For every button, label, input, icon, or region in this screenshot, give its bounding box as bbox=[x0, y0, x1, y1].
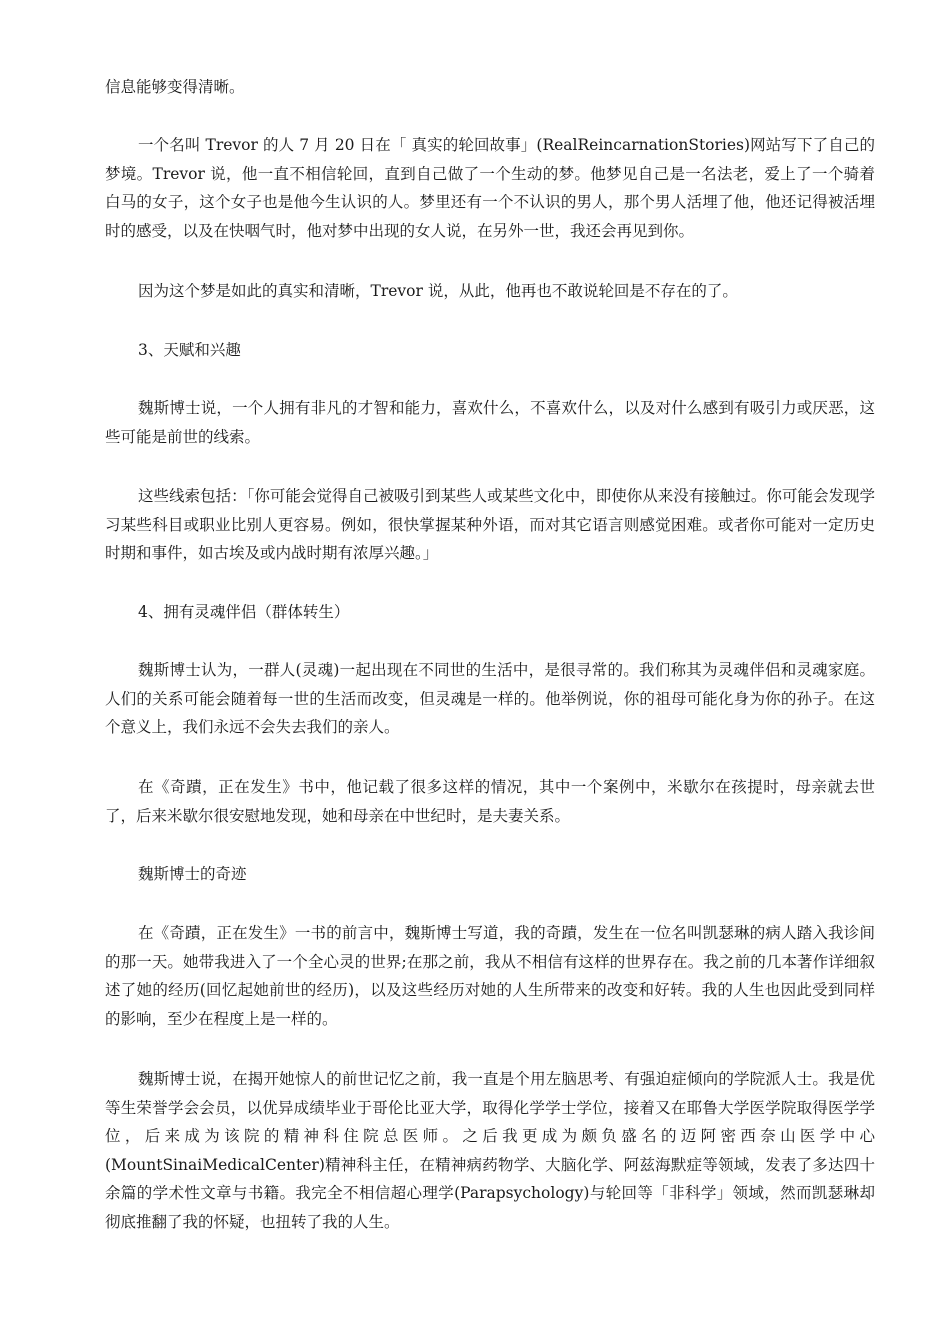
paragraph-trevor-dream: 一个名叫 Trevor 的人 7 月 20 日在「 真实的轮回故事」(RealReincarnationStories)网站写下了自己的梦境。Trevor 说，他一直不相信轮回，直到自己做了一个生动的梦。他梦见自己是一名法老，爱上了一个骑着白马的女子，这个女子也是他今生认识的人。梦里还有一个不认识的男人，那个男人活埋了他，他还记得被活埋时的感受，以及在快咽气时，他对梦中出现的女人说，在另外一世，我还会再见到你。 bbox=[105, 136, 875, 240]
paragraph-clues: 这些线索包括：「你可能会觉得自己被吸引到某些人或某些文化中，即使你从来没有接触过。你可能会发现学习某些科目或职业比别人更容易。例如，很快掌握某种外语，而对其它语言则感觉困难。或者你可能对一定历史时期和事件，如古埃及或内战时期有浓厚兴趣。」 bbox=[105, 487, 875, 562]
paragraph-continuation: 信息能够变得清晰。 bbox=[105, 78, 245, 96]
paragraph-soul-family: 魏斯博士认为，一群人(灵魂)一起出现在不同世的生活中，是很寻常的。我们称其为灵魂伴侣和灵魂家庭。人们的关系可能会随着每一世的生活而改变，但灵魂是一样的。他举例说，你的祖母可能化身为你的孙子。在这个意义上，我们永远不会失去我们的亲人。 bbox=[105, 661, 875, 736]
paragraph-trevor-conclusion: 因为这个梦是如此的真实和清晰，Trevor 说，从此，他再也不敢说轮回是不存在的了。 bbox=[138, 282, 738, 300]
paragraph-talents: 魏斯博士说，一个人拥有非凡的才智和能力，喜欢什么，不喜欢什么，以及对什么感到有吸引力或厌恶，这些可能是前世的线索。 bbox=[105, 399, 875, 446]
section-heading-miracle: 魏斯博士的奇迹 bbox=[138, 865, 247, 883]
paragraph-michelle-case: 在《奇蹟，正在发生》书中，他记载了很多这样的情况，其中一个案例中，米歇尔在孩提时，母亲就去世了，后来米歇尔很安慰地发现，她和母亲在中世纪时，是夫妻关系。 bbox=[105, 778, 875, 825]
section-heading-talents: 3、天赋和兴趣 bbox=[138, 341, 241, 359]
section-heading-soulmates: 4、拥有灵魂伴侣（群体转生） bbox=[138, 603, 350, 621]
paragraph-preface: 在《奇蹟，正在发生》一书的前言中，魏斯博士写道，我的奇蹟，发生在一位名叫凯瑟琳的病人踏入我诊间的那一天。她带我进入了一个全心灵的世界;在那之前，我从不相信有这样的世界存在。我之前的几本著作详细叙述了她的经历(回忆起她前世的经历)，以及这些经历对她的人生所带来的改变和好转。我的人生也因此受到同样的影响，至少在程度上是一样的。 bbox=[105, 924, 875, 1028]
paragraph-background: 魏斯博士说，在揭开她惊人的前世记忆之前，我一直是个用左脑思考、有强迫症倾向的学院派人士。我是优等生荣誉学会会员，以优异成绩毕业于哥伦比亚大学，取得化学学士学位，接着又在耶鲁大学医学院取得医学学位，后来成为该院的精神科住院总医师。之后我更成为颇负盛名的迈阿密西奈山医学中心(MountSinaiMedicalCenter)精神科主任，在精神病药物学、大脑化学、阿兹海默症等领域，发表了多达四十余篇的学术性文章与书籍。我完全不相信超心理学(Parapsychology)与轮回等「非科学」领域，然而凯瑟琳却彻底推翻了我的怀疑，也扭转了我的人生。 bbox=[105, 1070, 875, 1231]
